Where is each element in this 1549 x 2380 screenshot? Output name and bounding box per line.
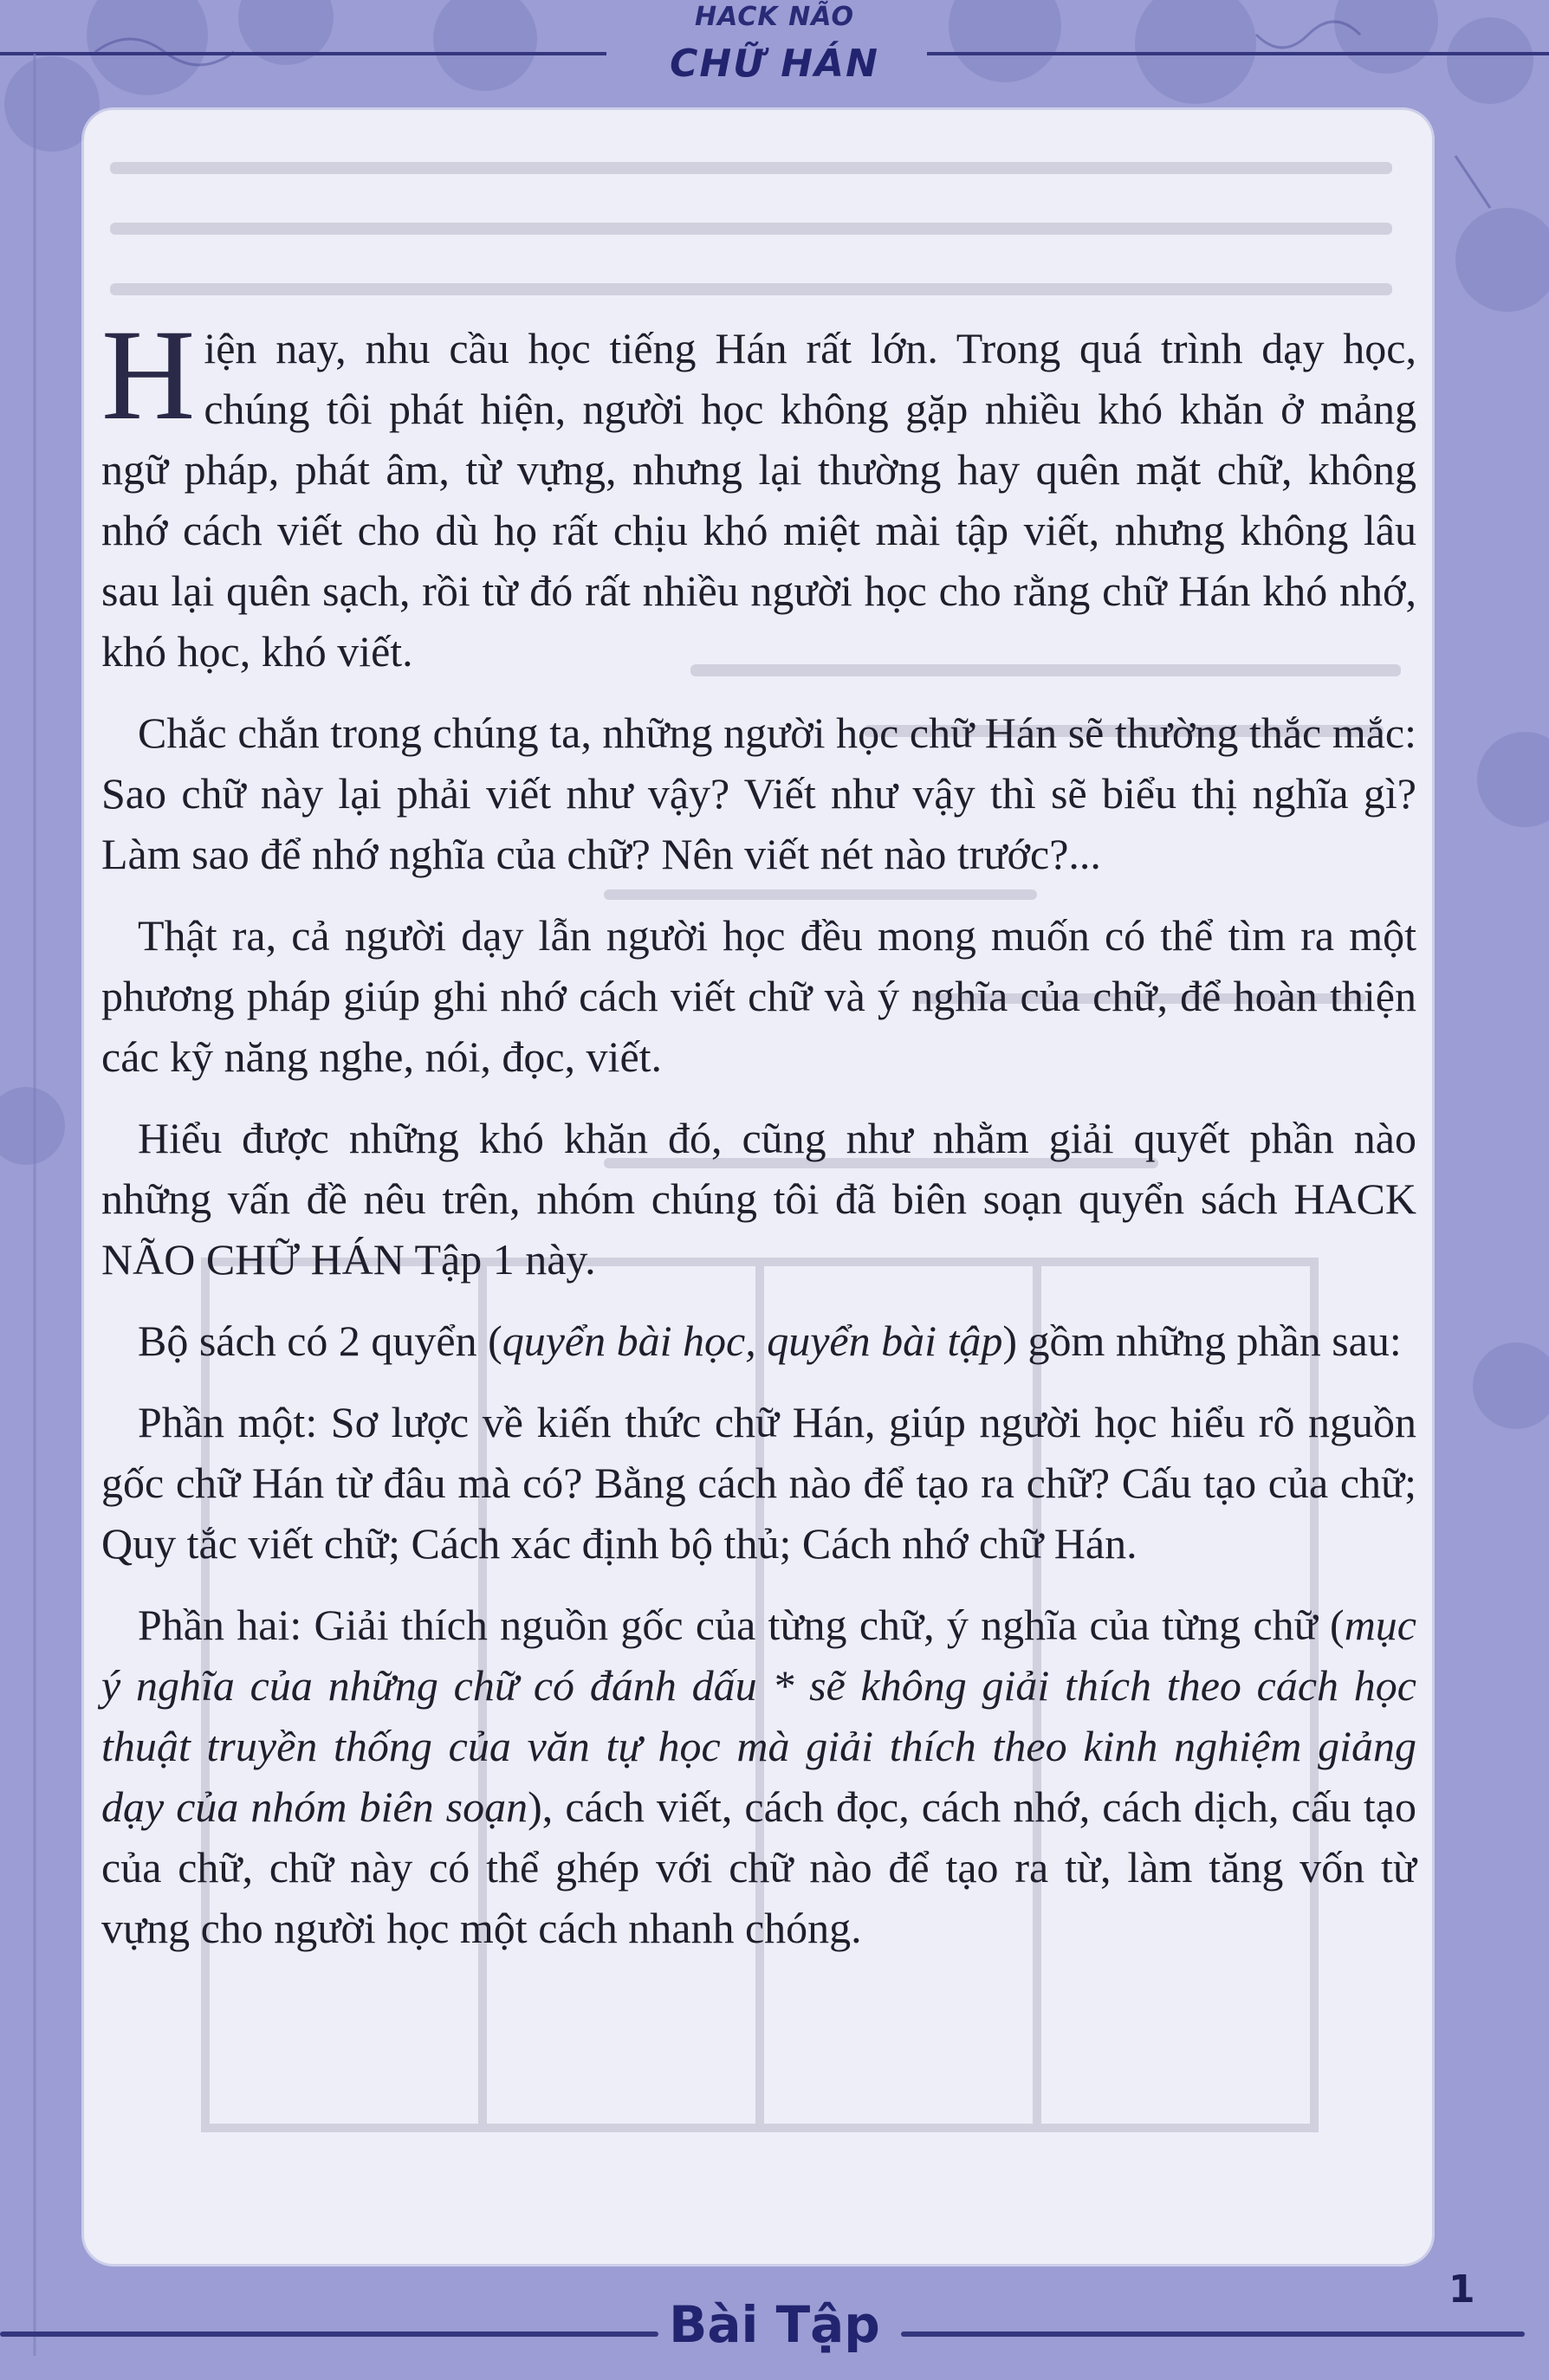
page-number: 1 [1449,2267,1475,2312]
paragraph-7-tail: ), cách viết, cách đọc, cách nhớ, cách dịch, cấu tạo của chữ, chữ này có thể ghép với chữ nào để tạo ra từ, làm tăng vốn từ vựng cho người học một cách nhanh chóng. [101,1782,1416,1952]
paragraph-5 [101,1310,1416,1371]
paragraph-7 [101,1594,1416,1958]
paragraph-2: Chắc chắn trong chúng ta, những người học chữ Hán sẽ thường thắc mắc: Sao chữ này lại phải viết như vậy? Viết như vậy thì sẽ biểu thị nghĩa gì? Làm sao để nhớ nghĩa của chữ? Nên viết nét nào trước?... [101,708,1416,878]
paragraph-6: Phần một: Sơ lược về kiến thức chữ Hán, giúp người học hiểu rõ nguồn gốc chữ Hán từ đâu mà có? Bằng cách nào để tạo ra chữ? Cấu tạo của chữ; Quy tắc viết chữ; Cách xác định bộ thủ; Cách nhớ chữ Hán. [101,1398,1416,1568]
page-header [0,0,1549,95]
paragraph-7-lead: Phần hai: Giải thích nguồn gốc của từng chữ, ý nghĩa của từng chữ ( [138,1601,1345,1649]
text-card [84,110,1432,2264]
paragraph-1-text: iện nay, nhu cầu học tiếng Hán rất lớn. Trong quá trình dạy học, chúng tôi phát hiện, người học không gặp nhiều khó khăn ở mảng ngữ pháp, phát âm, từ vựng, nhưng lại thường hay quên mặt chữ, không nhớ cách viết cho dù họ rất chịu khó miệt mài tập viết, nhưng không lâu sau lại quên sạch, rồi từ đó rất nhiều người học cho rằng chữ Hán khó nhớ, khó học, khó viết. [101,324,1416,676]
paragraph-4: Hiểu được những khó khăn đó, cũng như nhằm giải quyết phần nào những vấn đề nêu trên, nhóm chúng tôi đã biên soạn quyển sách HACK NÃO CHỮ HÁN Tập 1 này. [101,1114,1416,1284]
paragraph-5-tail: ) gồm những phần sau: [1002,1316,1402,1365]
paragraph-3: Thật ra, cả người dạy lẫn người học đều mong muốn có thể tìm ra một phương pháp giúp ghi nhớ cách viết chữ và ý nghĩa của chữ, để hoàn thiện các kỹ năng nghe, nói, đọc, viết. [101,911,1416,1081]
paragraph-intro [101,303,1416,682]
paragraph-5-lead: Bộ sách có 2 quyển ( [138,1316,502,1365]
body-text [101,303,1416,1979]
series-label: HACK NÃO [694,2,854,32]
paragraph-5-italic: quyển bài học, quyển bài tập [502,1316,1003,1365]
paragraph-7-italic: mục ý nghĩa của những chữ có đánh dấu * sẽ không giải thích theo cách học thuật truyền thống của văn tự học mà giải thích theo kinh nghiệm giảng dạy của nhóm biên soạn [101,1601,1416,1831]
footer-title: Bài Tập [669,2295,880,2354]
header-title: CHỮ HÁN [670,42,879,86]
drop-cap: H [101,303,196,447]
